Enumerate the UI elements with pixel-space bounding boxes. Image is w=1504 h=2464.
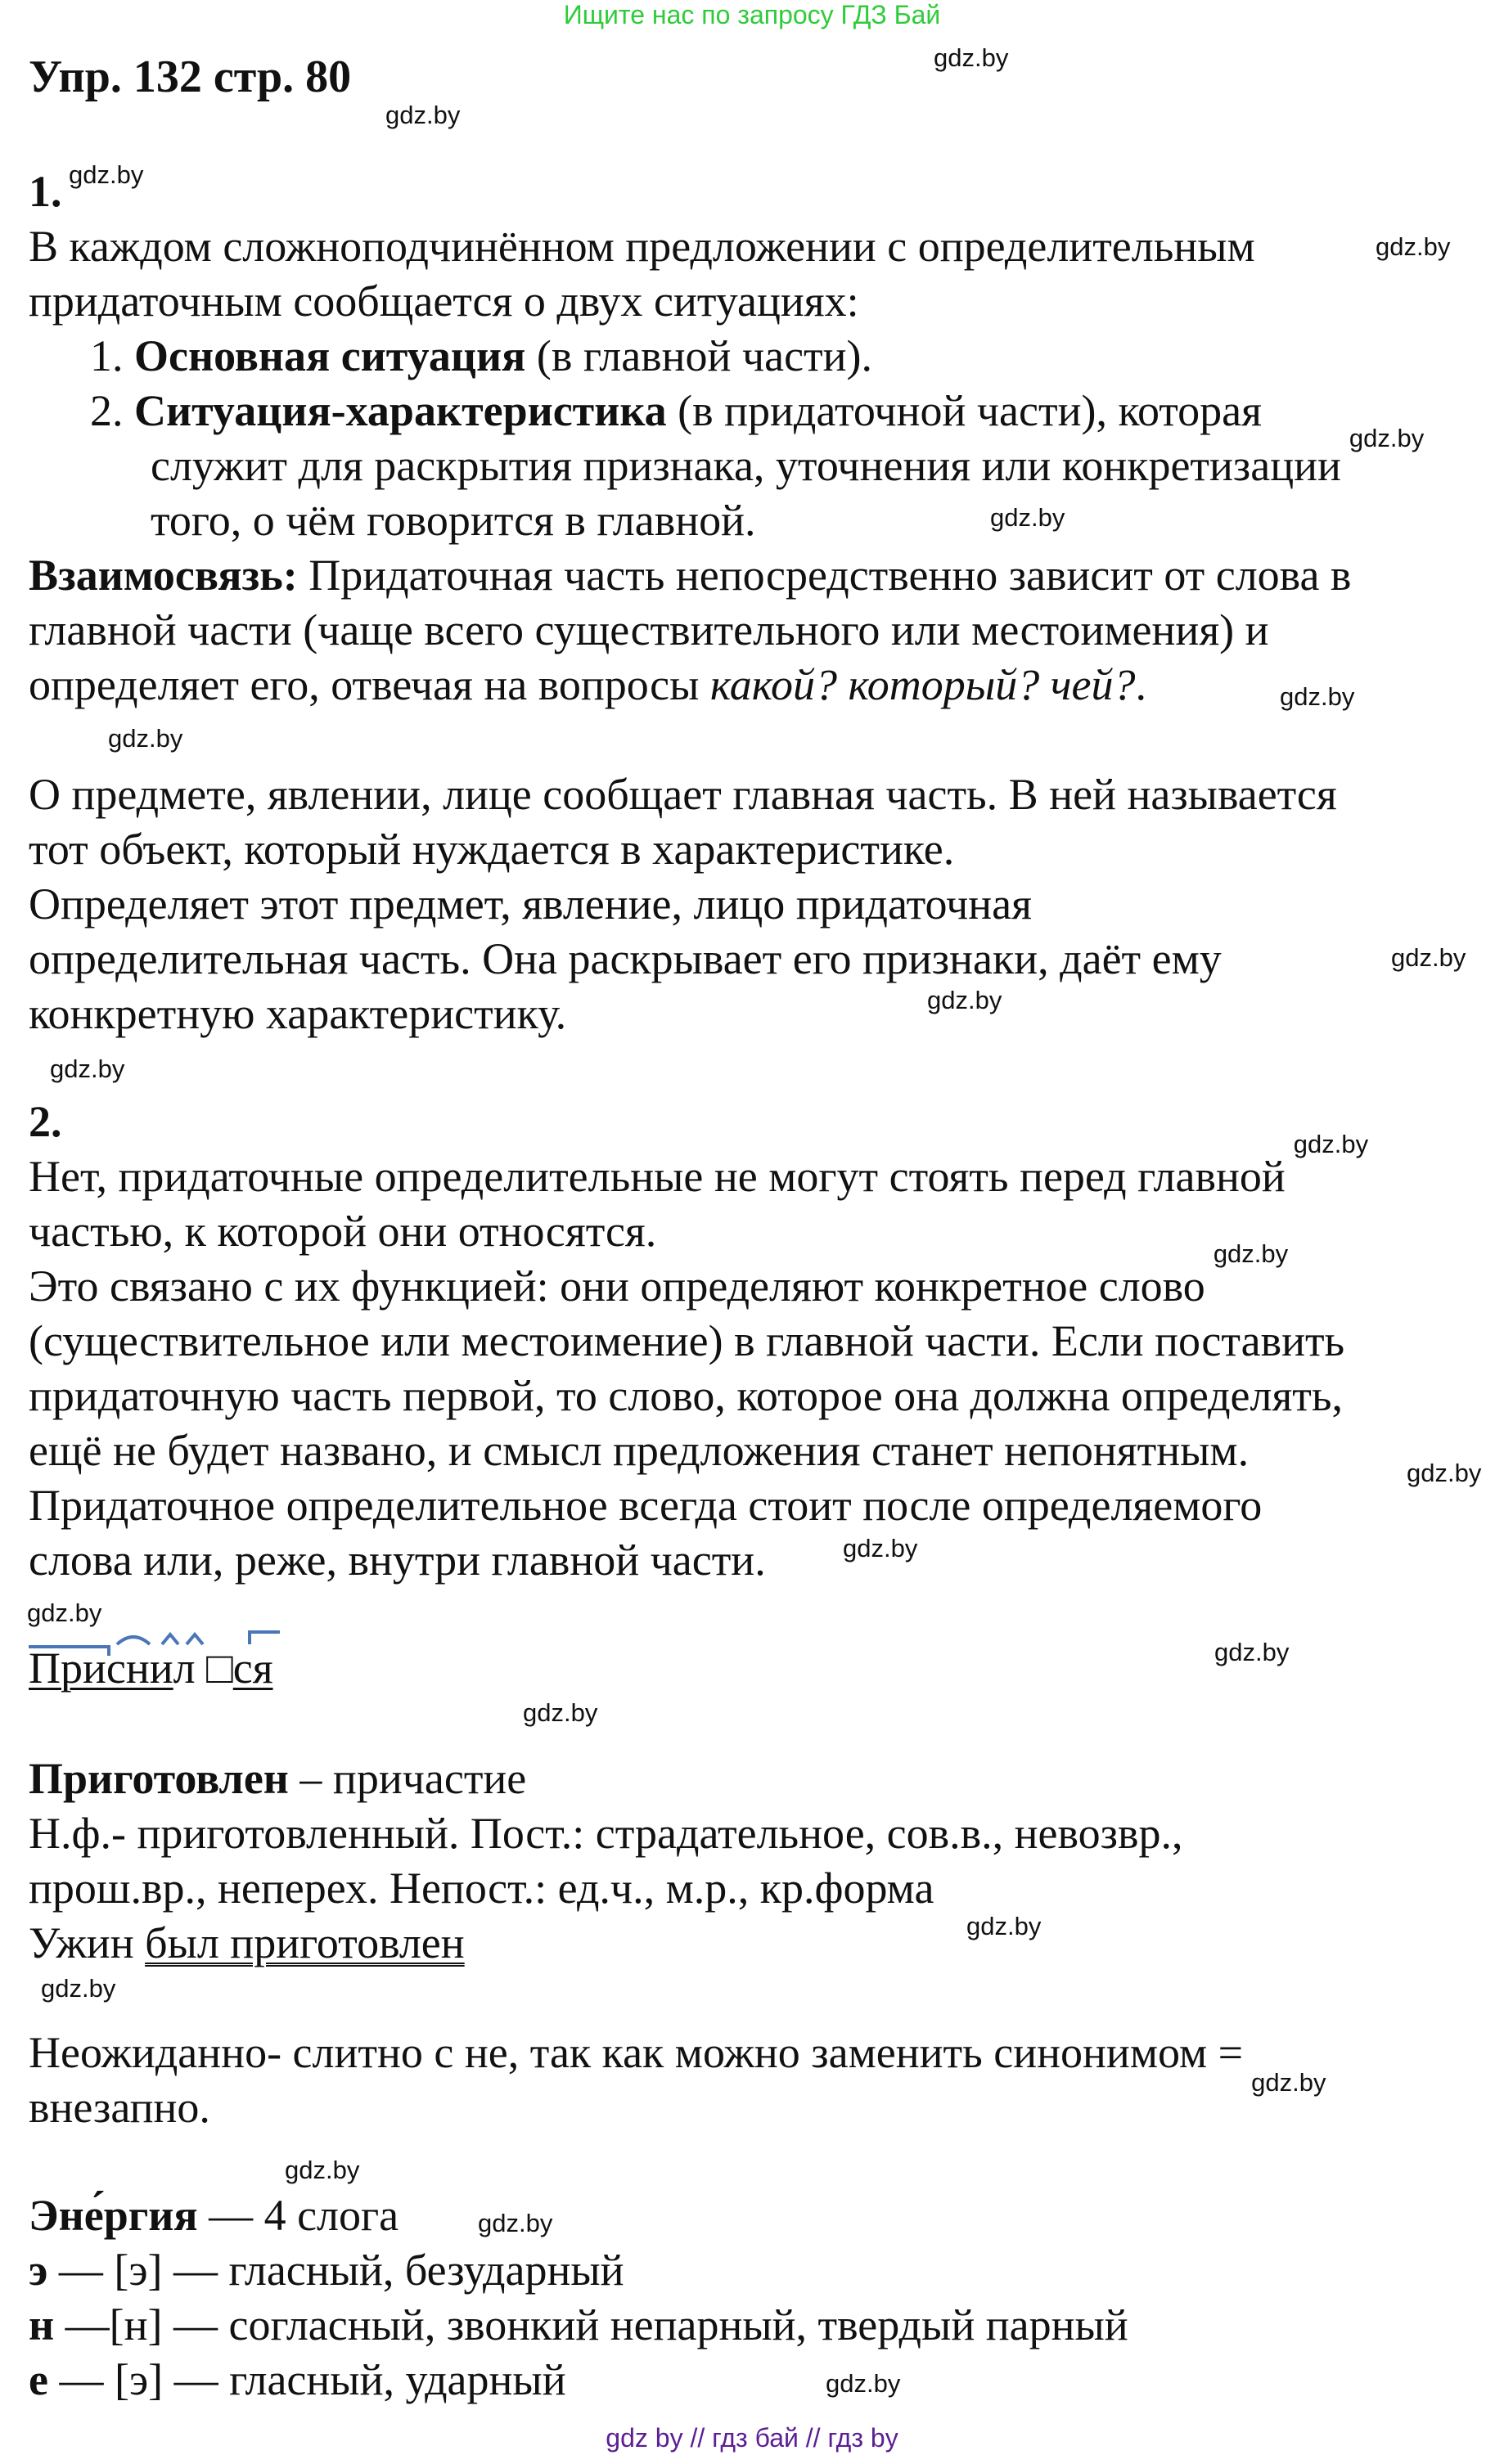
- text-line: [29, 2298, 1128, 2352]
- text-line: [29, 1806, 1182, 1860]
- text-segment: придаточным сообщается о двух ситуациях:: [29, 277, 859, 326]
- bold-term: н: [29, 2300, 55, 2349]
- suffix-mark-1: [162, 1634, 178, 1644]
- watermark: gdz.by: [1213, 1239, 1289, 1268]
- underlined-text: был приготовлен: [145, 1918, 465, 1967]
- text-line: [29, 1314, 1344, 1368]
- text-line: [29, 1533, 766, 1587]
- text-line: [29, 2243, 624, 2297]
- text-segment: прош.вр., неперех. Непост.: ед.ч., м.р., кр.форма: [29, 1864, 934, 1913]
- text-segment: В каждом сложноподчинённом предложении с определительным: [29, 222, 1255, 271]
- bold-term: Эне́ргия: [29, 2191, 198, 2240]
- page-title: Упр. 132 стр. 80: [29, 52, 352, 102]
- text-segment: —[н] — согласный, звонкий непарный, твердый парный: [54, 2300, 1128, 2349]
- morpheme-marks: [0, 1628, 327, 1661]
- root-arc-mark: [117, 1637, 150, 1644]
- prefix-mark: [29, 1647, 109, 1656]
- text-line: [29, 1423, 1249, 1477]
- text-segment: — [э] — гласный, ударный: [47, 2355, 566, 2404]
- text-line: [29, 1259, 1205, 1313]
- text-segment: определительная часть. Она раскрывает его признаки, даёт ему: [29, 934, 1222, 983]
- watermark: gdz.by: [1376, 232, 1451, 261]
- watermark: gdz.by: [843, 1534, 918, 1562]
- text-line: [29, 822, 954, 876]
- watermark: gdz.by: [50, 1054, 125, 1083]
- text-segment: служит для раскрытия признака, уточнения или конкретизации: [151, 441, 1341, 490]
- watermark: gdz.by: [478, 2209, 553, 2237]
- watermark: gdz.by: [27, 1598, 102, 1627]
- bold-term: Основная ситуация: [134, 331, 526, 380]
- watermark: gdz.by: [1349, 424, 1425, 452]
- text-segment: Придаточная часть непосредственно зависит от слова в: [297, 551, 1352, 600]
- text-segment: 1.: [90, 331, 134, 380]
- watermark: gdz.by: [927, 986, 1002, 1014]
- text-segment: – причастие: [288, 1754, 527, 1803]
- watermark: gdz.by: [523, 1698, 598, 1727]
- text-segment: Это связано с их функцией: они определяют конкретное слово: [29, 1261, 1205, 1311]
- underlined-text: ся: [232, 1643, 273, 1693]
- text-line: [29, 548, 1351, 602]
- search-hint-banner: Ищите нас по запросу ГДЗ Бай: [563, 0, 941, 29]
- text-line: [29, 1204, 656, 1258]
- underlined-text: Присни: [29, 1643, 173, 1693]
- text-segment: того, о чём говорится в главной.: [151, 496, 756, 545]
- watermark: gdz.by: [385, 101, 461, 129]
- text-segment: конкретную характеристику.: [29, 989, 567, 1038]
- bold-term: 1.: [29, 167, 62, 216]
- text-segment: придаточную часть первой, то слово, которое она должна определять,: [29, 1371, 1344, 1420]
- text-line: [29, 1916, 465, 1970]
- watermark: gdz.by: [1293, 1130, 1369, 1158]
- text-segment: Придаточное определительное всегда стоит после определяемого: [29, 1481, 1263, 1530]
- text-segment: частью, к которой они относятся.: [29, 1207, 657, 1256]
- text-segment: л: [173, 1643, 207, 1693]
- watermark: gdz.by: [69, 160, 144, 189]
- watermark: gdz.by: [1214, 1638, 1290, 1666]
- text-line: [29, 877, 1032, 931]
- text-segment: (существительное или местоимение) в главной части. Если поставить: [29, 1316, 1345, 1365]
- watermark: gdz.by: [990, 503, 1065, 532]
- text-segment: определяет его, отвечая на вопросы: [29, 660, 710, 709]
- text-line: [29, 1861, 934, 1915]
- text-line: [29, 1478, 1262, 1532]
- bold-term: Взаимосвязь:: [29, 551, 298, 600]
- watermark: gdz.by: [966, 1912, 1042, 1940]
- text-segment: тот объект, который нуждается в характеристике.: [29, 825, 955, 874]
- text-line: [29, 274, 859, 328]
- suffix-mark-2: [187, 1634, 203, 1644]
- text-line: [29, 2353, 566, 2407]
- text-line: [29, 1751, 526, 1805]
- text-line: [29, 603, 1269, 657]
- text-line: [29, 164, 62, 218]
- bold-term: Приготовлен: [29, 1754, 289, 1803]
- text-line: [90, 384, 1262, 438]
- text-segment: внезапно.: [29, 2083, 210, 2132]
- text-line: [151, 438, 1341, 492]
- text-segment: Н.ф.- приготовленный. Пост.: страдательное, сов.в., невозвр.,: [29, 1809, 1183, 1858]
- text-segment: □: [206, 1643, 233, 1693]
- watermark: gdz.by: [108, 724, 183, 753]
- watermark: gdz.by: [1280, 682, 1355, 711]
- text-segment: О предмете, явлении, лице сообщает главная часть. В ней называется: [29, 770, 1337, 819]
- bold-term: э: [29, 2246, 48, 2295]
- text-line: [29, 219, 1255, 273]
- text-line: [29, 2188, 399, 2242]
- text-segment: Неожиданно- слитно с не, так как можно заменить синонимом =: [29, 2028, 1244, 2077]
- text-line: [29, 658, 1146, 712]
- text-segment: Ужин: [29, 1918, 146, 1967]
- watermark: gdz.by: [1391, 943, 1466, 972]
- footer-links: gdz by // гдз бай // гдз by: [606, 2423, 898, 2453]
- watermark: gdz.by: [826, 2369, 901, 2398]
- text-segment: главной части (чаще всего существительного или местоимения) и: [29, 605, 1269, 654]
- text-segment: — 4 слога: [197, 2191, 399, 2240]
- text-segment: ещё не будет названо, и смысл предложения станет непонятным.: [29, 1426, 1250, 1475]
- text-line: [90, 329, 872, 383]
- italic-text: какой? который? чей?: [709, 660, 1136, 709]
- text-line: [29, 2080, 210, 2134]
- text-line: [29, 1095, 62, 1149]
- watermark: gdz.by: [41, 1974, 116, 2003]
- bold-term: е: [29, 2355, 48, 2404]
- watermark: gdz.by: [1251, 2068, 1326, 2097]
- text-line: [29, 1149, 1286, 1203]
- text-line: [151, 493, 756, 547]
- text-segment: — [э] — гласный, безударный: [47, 2246, 624, 2295]
- text-line: [29, 767, 1337, 821]
- text-line: [29, 932, 1222, 986]
- watermark: gdz.by: [1407, 1459, 1482, 1487]
- bold-term: Ситуация-характеристика: [134, 386, 667, 435]
- text-segment: Определяет этот предмет, явление, лицо придаточная: [29, 879, 1032, 928]
- text-segment: (в придаточной части), которая: [666, 386, 1262, 435]
- text-segment: .: [1135, 660, 1146, 709]
- text-segment: Нет, придаточные определительные не могут стоять перед главной: [29, 1152, 1286, 1201]
- text-segment: 2.: [90, 386, 134, 435]
- bold-term: 2.: [29, 1097, 62, 1146]
- watermark: gdz.by: [934, 43, 1009, 72]
- text-line: [29, 1369, 1343, 1423]
- postfix-mark: [250, 1632, 280, 1644]
- watermark: gdz.by: [285, 2156, 360, 2184]
- text-segment: слова или, реже, внутри главной части.: [29, 1536, 766, 1585]
- text-segment: (в главной части).: [525, 331, 873, 380]
- text-line: [29, 2026, 1243, 2080]
- text-line: [29, 987, 566, 1041]
